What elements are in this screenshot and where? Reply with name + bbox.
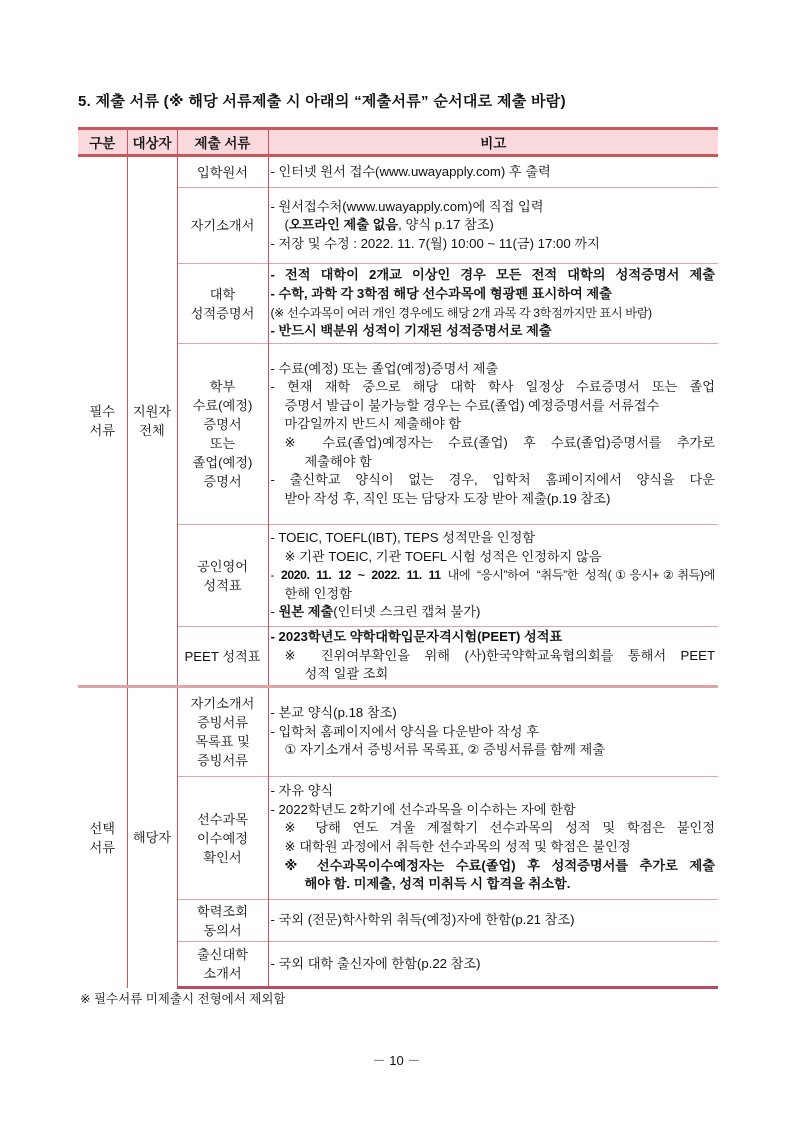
remark-line (271, 285, 716, 304)
remark-line (271, 857, 716, 876)
document-name-cell (177, 942, 268, 988)
header-category: 구분 (78, 129, 127, 156)
remark-emphasis: 2020. 11. 12 ~ 2022. 11. 11 (280, 568, 441, 583)
remark-text: - 본교 양식(p.18 참조) (270, 705, 397, 721)
remark-text: ※ 수료(졸업)예정자는 수료(졸업) 후 수료(졸업)증명서를 추가로 (284, 435, 715, 450)
header-remarks: 비고 (268, 129, 718, 156)
document-name-cell (177, 344, 268, 525)
document-name: 학부 (209, 379, 236, 394)
remark-line (271, 471, 716, 490)
document-name: 대학 (209, 286, 236, 302)
document-name: 성적표 (203, 577, 242, 593)
remarks-cell (268, 156, 718, 188)
remark-text: - (270, 604, 279, 620)
remark-text: (인터넷 스크린 캡쳐 불가) (333, 604, 481, 620)
remark-text: ※ 대학원 과정에서 취득한 선수과목의 성적 및 학점은 불인정 (284, 839, 631, 854)
remark-line (271, 647, 716, 666)
document-name-cell (177, 156, 268, 188)
category-label: 서류 (89, 839, 115, 855)
document-name-cell (177, 525, 268, 627)
remark-emphasis: 원본 제출 (278, 604, 334, 620)
remark-emphasis: ※ 선수과목이수예정자는 수료(졸업) 후 성적증명서를 추가로 제출 (284, 857, 715, 873)
remark-text: ① 자기소개서 증빙서류 목록표, ② 증빙서류를 함께 제출 (284, 742, 605, 758)
remark-text: - 원서접수처(www.uwayapply.com)에 직접 입력 (270, 198, 544, 214)
document-name: 선수과목 (197, 811, 248, 827)
remark-line (271, 603, 716, 622)
remark-line (271, 415, 716, 434)
category-label: 필수 (89, 404, 115, 419)
document-name: 증명서 (203, 417, 242, 432)
document-name-cell (177, 687, 268, 777)
remark-text: - 인터넷 원서 접수(www.uwayapply.com) 후 출력 (270, 163, 551, 179)
remarks-cell (268, 344, 718, 525)
remark-line (271, 397, 716, 416)
remark-text: ※ 진위여부확인을 위해 (사)한국약학교육협의회를 통해서 PEET (284, 647, 715, 663)
remark-line (271, 453, 716, 472)
category-label: 서류 (89, 423, 115, 438)
category-cell (78, 156, 127, 687)
document-name: 소개서 (203, 966, 242, 981)
remark-text: - 자유 양식 (270, 783, 334, 799)
remark-line (271, 741, 716, 760)
remark-emphasis: 오프라인 제출 없음 (288, 217, 399, 233)
target-label: 해당자 (132, 830, 172, 846)
document-name: 졸업(예정) (192, 455, 253, 470)
remark-line (271, 838, 716, 857)
target-cell (127, 156, 177, 687)
remark-emphasis: - 반드시 백분위 성적이 기재된 성적증명서로 제출 (270, 323, 552, 339)
remark-line (271, 628, 716, 647)
remark-text: (※ 선수과목이 여러 개인 경우에도 해당 2개 과목 각 3학점까지만 표시 바람) (270, 305, 652, 320)
document-name: 이수예정 (197, 830, 248, 846)
table-row (78, 156, 718, 188)
remark-text: ※ 당해 연도 겨울 계절학기 선수과목의 성적 및 학점은 불인정 (284, 820, 715, 836)
target-label: 지원자 (132, 404, 172, 419)
remark-text: 내에 “응시”하여 “취득”한 성적(①응시+②취득)에 (440, 568, 715, 583)
remark-line (271, 566, 716, 585)
remarks-cell (268, 264, 718, 344)
document-name-cell (177, 777, 268, 900)
remark-line (271, 434, 716, 453)
remark-text: - 저장 및 수정 : 2022. 11. 7(월) 10:00 ~ 11(금) 17:00 까지 (270, 235, 600, 251)
remark-emphasis: - 전적 대학이 2개교 이상인 경우 모든 전적 대학의 성적증명서 제출 (270, 267, 715, 283)
remark-line (271, 782, 716, 801)
table-header-row (78, 129, 718, 156)
remark-text: - TOEIC, TOEFL(IBT), TEPS 성적만을 인정함 (270, 530, 536, 546)
remark-text: - 2022학년도 2학기에 선수과목을 이수하는 자에 한함 (270, 801, 576, 817)
remarks-cell (268, 627, 718, 687)
remark-line (271, 955, 716, 974)
remark-line (271, 529, 716, 548)
remark-line (271, 490, 716, 509)
remark-emphasis: 해야 함. 미제출, 성적 미취득 시 합격을 취소함. (304, 876, 571, 892)
remark-text: - 국외 (전문)학사학위 취득(예정)자에 한함(p.21 참조) (270, 912, 575, 928)
document-name-cell (177, 627, 268, 687)
remark-emphasis: - 2023학년도 약학대학입문자격시험(PEET) 성적표 (270, 629, 563, 645)
remark-line (271, 304, 716, 323)
remark-line (271, 801, 716, 820)
document-name: 수료(예정) (192, 398, 253, 413)
remark-text: 성적 일괄 조회 (304, 666, 389, 682)
target-label: 전체 (139, 423, 165, 438)
remarks-cell (268, 687, 718, 777)
document-name: 증빙서류 (197, 715, 248, 730)
remark-text: 마감일까지 반드시 제출해야 함 (284, 416, 462, 432)
remark-line (271, 548, 716, 567)
document-name: 자기소개서 (190, 696, 255, 711)
document-name: 목록표 및 (195, 734, 250, 749)
remark-text: ※ 기관 TOEIC, 기관 TOEFL 시험 성적은 인정하지 않음 (284, 548, 602, 564)
document-name: 성적증명서 (190, 305, 255, 321)
category-label: 선택 (89, 820, 115, 836)
remark-text: , 양식 p.17 참조) (398, 217, 494, 233)
remark-line (271, 266, 716, 285)
document-name: 또는 (209, 436, 236, 451)
document-name: 자기소개서 (190, 218, 255, 233)
remark-text: 제출해야 함 (304, 453, 372, 469)
document-name: PEET 성적표 (184, 648, 261, 664)
document-name: 증빙서류 (197, 753, 248, 768)
remark-text: - 현재 재학 중으로 해당 대학 학사 일정상 수료증명서 또는 졸업 (270, 379, 715, 395)
remark-line (271, 723, 716, 742)
target-cell (127, 687, 177, 988)
category-cell (78, 687, 127, 988)
document-name: 증명서 (203, 474, 242, 489)
header-document: 제출 서류 (177, 129, 268, 156)
documents-table (78, 127, 718, 989)
document-name: 입학원서 (197, 164, 248, 180)
remark-line (271, 911, 716, 930)
remark-text: ( (284, 217, 289, 233)
remark-line (271, 704, 716, 723)
remark-text: - 국외 대학 출신자에 한함(p.22 참조) (270, 955, 481, 971)
document-name: 학력조회 (197, 903, 248, 919)
document-name: 확인서 (203, 849, 242, 865)
remarks-cell (268, 942, 718, 988)
remark-line (271, 378, 716, 397)
footnote: ※ 필수서류 미제출시 전형에서 제외함 (80, 992, 286, 1006)
remark-text: 증명서 발급이 불가능할 경우는 수료(졸업) 예정증명서를 서류접수 (284, 397, 660, 413)
remark-emphasis: - 수학, 과학 각 3학점 해당 선수과목에 형광펜 표시하여 제출 (270, 285, 612, 301)
remarks-cell (268, 525, 718, 627)
remark-text: - 수료(예정) 또는 졸업(예정)증명서 제출 (270, 360, 499, 376)
document-name-cell (177, 900, 268, 942)
document-name-cell (177, 188, 268, 264)
remark-text: 한해 인정함 (284, 585, 352, 601)
remark-line (271, 322, 716, 341)
remark-line (271, 665, 716, 684)
remark-text: - 출신학교 양식이 없는 경우, 입학처 홈페이지에서 양식을 다운 (270, 472, 715, 488)
remark-line (271, 875, 716, 894)
remark-line (271, 360, 716, 379)
remark-line (271, 235, 716, 254)
remark-text: - (270, 568, 281, 583)
document-name-cell (177, 264, 268, 344)
page-number: － 10 － (372, 1053, 421, 1068)
document-name: 동의서 (203, 922, 242, 938)
remark-text: - 입학처 홈페이지에서 양식을 다운받아 작성 후 (270, 723, 539, 739)
header-target: 대상자 (127, 129, 177, 156)
remarks-cell (268, 777, 718, 900)
remark-line (271, 198, 716, 217)
table-row (78, 687, 718, 777)
remark-line (271, 216, 716, 235)
remark-line (271, 163, 716, 182)
remark-line (271, 585, 716, 604)
document-name: 공인영어 (197, 558, 248, 574)
remarks-cell (268, 188, 718, 264)
remarks-cell (268, 900, 718, 942)
remark-line (271, 819, 716, 838)
remark-text: 받아 작성 후, 직인 또는 담당자 도장 받아 제출(p.19 참조) (284, 490, 611, 506)
section-title: 5. 제출 서류 (※ 해당 서류제출 시 아래의 “제출서류” 순서대로 제출 바람) (78, 93, 566, 110)
document-name: 출신대학 (197, 947, 248, 962)
